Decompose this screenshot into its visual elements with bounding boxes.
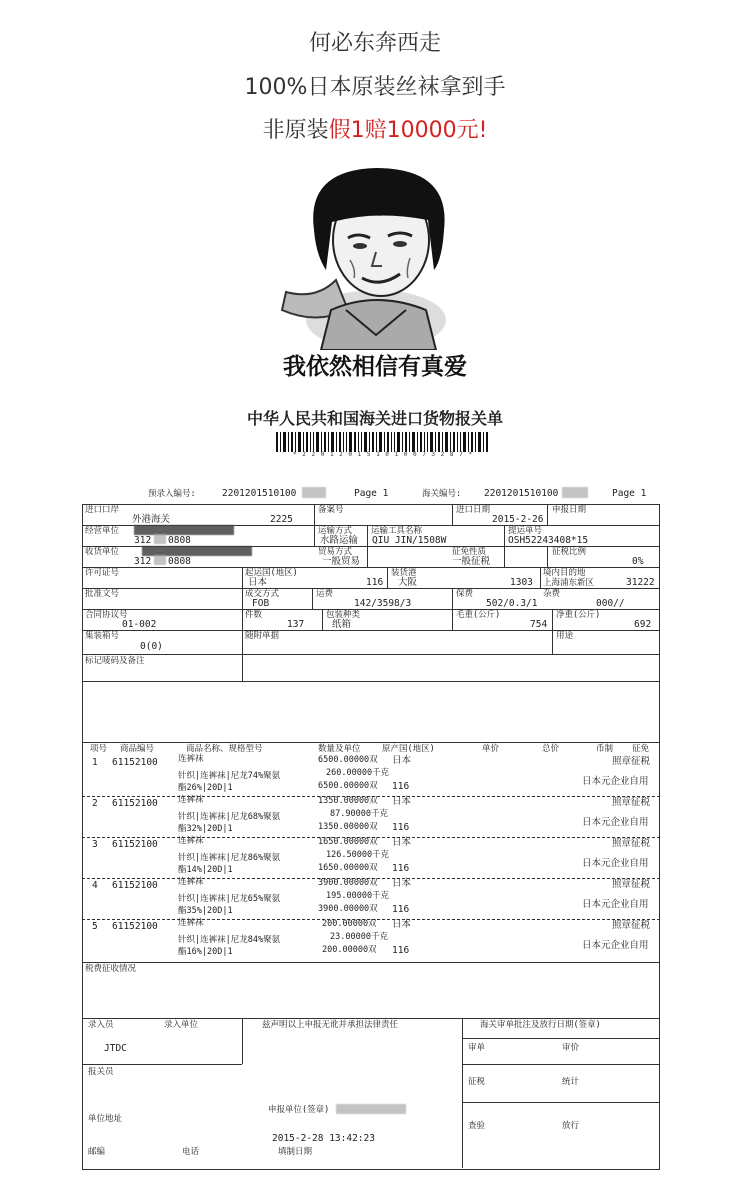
col-name: 商品名称、规格型号 [186,744,263,754]
meme-caption: 我依然相信有真爱 [283,354,467,380]
entry-unit-label: 录入单位 [164,1020,199,1030]
item-qty-2: 23.00000千克 [330,932,388,942]
item-qty-2: 260.00000千克 [326,768,390,778]
trade-mode-label: 贸易方式 [318,547,353,557]
deal-mode: FOB [252,598,270,609]
header-line-3 [0,113,750,144]
review-label: 海关审单批注及放行日期(签章) [480,1020,601,1030]
item-qty-3: 1350.00000双 [318,822,378,832]
header-line-1: 何必东奔西走 [308,31,441,56]
redaction-mark [562,487,588,498]
tax-label: 税费征收情况 [85,964,137,974]
dest-code: 31222 [626,577,655,588]
import-date: 2015-2-26 [492,514,544,525]
item-qty-3: 200.00000双 [322,945,377,955]
col-code: 商品编号 [120,744,155,754]
record-no-label: 备案号 [318,505,344,515]
import-date-label: 进口日期 [456,505,491,515]
import-port: 外港海关 [132,514,171,525]
item-qty-1: 1650.00000双 [318,837,378,847]
pieces: 137 [287,619,305,630]
receiver-label: 收货单位 [85,547,120,557]
price-review-label: 审价 [562,1043,580,1053]
bill-no: OSH52243408*15 [508,535,589,546]
item-code: 61152100 [112,839,158,850]
col-unit-price: 单价 [482,744,500,754]
item-levy: 照章征税 [612,797,651,808]
meme-illustration [276,160,476,350]
insurance: 502/0.3/1 [486,598,538,609]
item-no: 4 [92,880,98,891]
item-name-3: 酯32%|20D|1 [178,824,233,834]
marks-label: 标记唛码及备注 [85,656,145,666]
item-code: 61152100 [112,757,158,768]
item-origin: 日本 [392,878,412,889]
item-name-2: 针织|连裤袜|尼龙84%聚氨 [178,935,281,945]
fill-time: 2015-2-28 13:42:23 [272,1133,375,1144]
declare-unit-label: 申报单位(签章) [268,1105,330,1115]
barcode-digits: * 2 2 0 1 2 0 1 5 1 0 1 0 0 7 3 2 8 7 * [293,451,473,458]
declare-date-label: 申报日期 [552,505,587,515]
declarer-label: 报关员 [88,1067,114,1077]
audit-label: 审单 [468,1043,486,1053]
freight-label: 运费 [316,589,334,599]
item-no: 5 [92,921,98,932]
gross-label: 毛重(公斤) [456,610,501,620]
usage-label: 用途 [556,631,574,641]
item-name-1: 连裤袜 [178,836,204,846]
release-label: 放行 [562,1121,580,1131]
packing: 纸箱 [332,619,352,630]
item-name-2: 针织|连裤袜|尼龙86%聚氨 [178,853,281,863]
item-origin-code: 116 [392,945,410,956]
item-levy: 照章征税 [612,879,651,890]
barcode [276,432,490,452]
transport-mode: 水路运输 [320,535,359,546]
item-company: 日本元企业自用 [582,858,649,869]
customs-no: 2201201510100 [484,488,559,499]
item-origin-code: 116 [392,781,410,792]
levy-ratio: 0% [632,556,644,567]
origin-country-code: 116 [366,577,384,588]
col-total: 总价 [542,744,560,754]
item-company: 日本元企业自用 [582,940,649,951]
bill-no-label: 提运单号 [508,526,543,536]
contract: 01-002 [122,619,157,630]
item-code: 61152100 [112,921,158,932]
misc: 000// [596,598,625,609]
header-line-3-prefix: 非原装 [262,118,329,143]
item-name-3: 酯35%|20D|1 [178,906,233,916]
import-port-code: 2225 [270,514,293,525]
receiver-code-tail: 0808 [168,556,191,567]
item-qty-1: 1350.00000双 [318,796,378,806]
item-code: 61152100 [112,798,158,809]
pre-entry-no: 2201201510100 [222,488,297,499]
address-label: 单位地址 [88,1114,123,1124]
item-levy: 照章征税 [612,920,651,931]
item-origin-code: 116 [392,822,410,833]
contract-label: 合同协议号 [85,610,128,620]
pieces-label: 件数 [245,610,263,620]
transport-tool-label: 运输工具名称 [371,526,423,536]
item-name-2: 针织|连裤袜|尼龙68%聚氨 [178,812,281,822]
item-origin: 日本 [392,919,412,930]
gross: 754 [530,619,548,630]
operator-label: 经营单位 [85,526,120,536]
item-origin-code: 116 [392,904,410,915]
item-levy: 照章征税 [612,756,651,767]
page-number: Page 1 [354,488,389,499]
levy-nature: 一般征税 [452,556,491,567]
deal-mode-label: 成交方式 [245,589,280,599]
license-label: 许可证号 [85,568,120,578]
packing-label: 包装种类 [326,610,361,620]
item-name-1: 连裤袜 [178,754,204,764]
transport-mode-label: 运输方式 [318,526,353,536]
operator-code-tail: 0808 [168,535,191,546]
item-origin-code: 116 [392,863,410,874]
transport-tool: QIU JIN/1508W [372,535,447,546]
item-name-2: 针织|连裤袜|尼龙74%聚氨 [178,771,281,781]
item-qty-1: 3900.00000双 [318,878,378,888]
net-label: 净重(公斤) [556,610,601,620]
net: 692 [634,619,652,630]
item-name-1: 连裤袜 [178,795,204,805]
import-port-label: 进口口岸 [85,505,120,515]
col-currency: 币制 [596,744,614,754]
col-levy: 征免 [632,744,650,754]
header-guarantee: 假1赔10000元! [328,118,488,143]
item-no: 2 [92,798,98,809]
item-origin: 日本 [392,837,412,848]
loading-port-code: 1303 [510,577,533,588]
container: 0(0) [140,641,163,652]
entry-person: JTDC [104,1043,127,1054]
redaction-mark [302,487,326,498]
entry-person-label: 录入员 [88,1020,114,1030]
origin-country: 日本 [248,577,268,588]
item-origin: 日本 [392,796,412,807]
customs-no-label: 海关编号: [422,489,462,499]
item-qty-3: 1650.00000双 [318,863,378,873]
col-no: 项号 [90,744,108,754]
origin-country-label: 起运国(地区) [245,568,298,578]
levy-tax-label: 征税 [468,1077,486,1087]
item-qty-3: 6500.00000双 [318,781,378,791]
loading-port-label: 装货港 [391,568,417,578]
pre-entry-label: 预录入编号: [148,489,196,499]
legal-statement: 兹声明以上申报无讹并承担法律责任 [262,1020,399,1030]
dest-label: 境内目的地 [543,568,586,578]
approval-label: 批准文号 [85,589,120,599]
inspect-label: 查验 [468,1121,486,1131]
item-name-3: 酯14%|20D|1 [178,865,233,875]
item-origin: 日本 [392,755,412,766]
levy-nature-label: 征免性质 [452,547,487,557]
item-qty-1: 200.00000双 [322,919,377,929]
item-qty-3: 3900.00000双 [318,904,378,914]
form-title: 中华人民共和国海关进口货物报关单 [246,409,503,428]
item-name-3: 酯16%|20D|1 [178,947,233,957]
redaction-mark [134,525,234,535]
dest: 上海浦东新区 [543,578,595,588]
redaction-mark [336,1104,406,1114]
insurance-label: 保费 [456,589,474,599]
container-label: 集装箱号 [85,631,120,641]
loading-port: 大阪 [398,577,418,588]
item-qty-2: 87.90000千克 [330,809,388,819]
item-no: 3 [92,839,98,850]
postcode-label: 邮编 [88,1147,106,1157]
docs-label: 随附单据 [245,631,280,641]
trade-mode: 一般贸易 [322,556,361,567]
fill-date-label: 填制日期 [278,1147,313,1157]
item-name-3: 酯26%|20D|1 [178,783,233,793]
item-company: 日本元企业自用 [582,776,649,787]
item-company: 日本元企业自用 [582,817,649,828]
phone-label: 电话 [182,1147,200,1157]
item-no: 1 [92,757,98,768]
col-qty: 数量及单位 [318,744,361,754]
item-name-1: 连裤袜 [178,877,204,887]
operator-code: 312 [134,535,152,546]
header-line-2: 100%日本原装丝袜拿到手 [244,75,506,100]
item-qty-2: 126.50000千克 [326,850,390,860]
levy-ratio-label: 征税比例 [552,547,587,557]
stats-label: 统计 [562,1077,580,1087]
item-company: 日本元企业自用 [582,899,649,910]
page-number-2: Page 1 [612,488,647,499]
item-name-1: 连裤袜 [178,918,204,928]
item-levy: 照章征税 [612,838,651,849]
misc-label: 杂费 [543,589,561,599]
item-code: 61152100 [112,880,158,891]
receiver-code: 312 [134,556,152,567]
col-origin: 原产国(地区) [382,744,435,754]
redaction-mark [154,555,166,565]
redaction-mark [154,534,166,544]
item-qty-1: 6500.00000双 [318,755,378,765]
freight: 142/3598/3 [354,598,412,609]
item-name-2: 针织|连裤袜|尼龙65%聚氨 [178,894,281,904]
customs-declaration-form [82,484,660,1170]
item-qty-2: 195.00000千克 [326,891,390,901]
